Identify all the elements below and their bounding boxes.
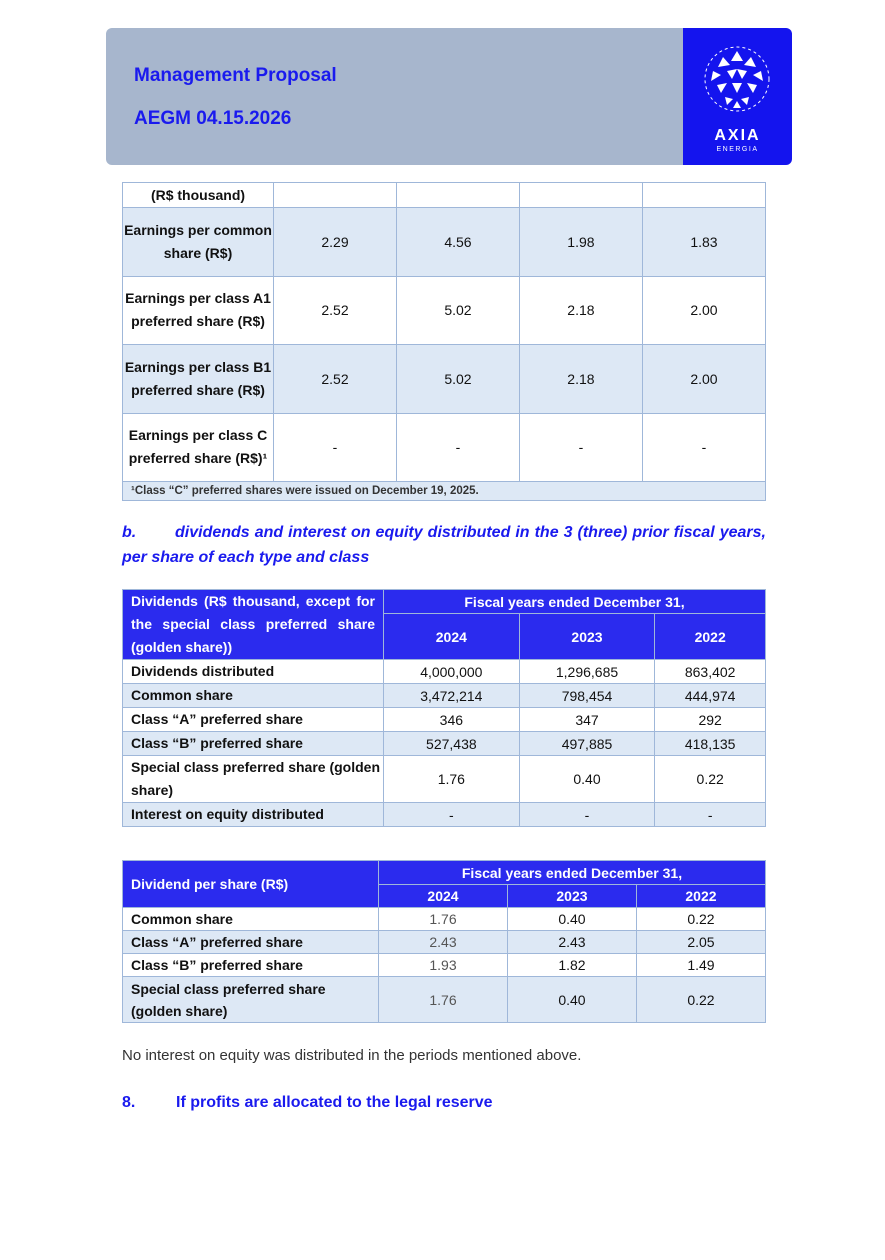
section-text: dividends and interest on equity distributed in the 3 (three) prior fiscal years, per share of each type and class [122, 524, 766, 566]
cell: 1.83 [642, 208, 765, 277]
year-header: 2022 [655, 614, 766, 660]
globe-icon [703, 45, 771, 113]
table-row [123, 708, 766, 732]
cell: 2.00 [642, 345, 765, 414]
table-row [123, 413, 766, 482]
cell: 1.82 [507, 954, 636, 977]
cell: 497,885 [519, 732, 655, 756]
cell: 1.76 [379, 977, 508, 1023]
cell: 527,438 [384, 732, 520, 756]
logo-brand: AXIA [714, 127, 761, 144]
row-label: Earnings per class B1 preferred share (R$) [123, 345, 274, 414]
table-footnote-row [123, 482, 766, 501]
row-label: Class “A” preferred share [123, 931, 379, 954]
cell: 418,135 [655, 732, 766, 756]
cell: - [642, 413, 765, 482]
cell: - [655, 803, 766, 827]
row-label: Class “A” preferred share [123, 708, 384, 732]
cell: 2.52 [274, 276, 397, 345]
row-label: Earnings per class C preferred share (R$)¹ [123, 413, 274, 482]
group-header: Fiscal years ended December 31, [379, 861, 766, 885]
cell: 0.40 [507, 908, 636, 931]
cell: - [396, 413, 519, 482]
cell: 1.49 [636, 954, 765, 977]
cell: 2.43 [379, 931, 508, 954]
row-label: Common share [123, 684, 384, 708]
table-row [123, 908, 766, 931]
cell: 1.98 [519, 208, 642, 277]
cell: 4.56 [396, 208, 519, 277]
row-label: Earnings per common share (R$) [123, 208, 274, 277]
cell: - [519, 413, 642, 482]
section-number: 8. [122, 1094, 136, 1111]
cell: 5.02 [396, 276, 519, 345]
earnings-per-share-table [122, 182, 766, 501]
cell: 5.02 [396, 345, 519, 414]
cell: 0.22 [636, 977, 765, 1023]
cell: 1.93 [379, 954, 508, 977]
year-header: 2022 [636, 885, 765, 908]
row-label: Interest on equity distributed [123, 803, 384, 827]
cell: 1.76 [379, 908, 508, 931]
year-header: 2024 [379, 885, 508, 908]
row-label: Special class preferred share (golden share) [123, 977, 379, 1023]
year-header: 2023 [519, 614, 655, 660]
cell: 2.43 [507, 931, 636, 954]
table-row [123, 276, 766, 345]
year-header: 2024 [384, 614, 520, 660]
section-8-heading [122, 1094, 493, 1112]
cell: 347 [519, 708, 655, 732]
table-row [123, 931, 766, 954]
row-label: (R$ thousand) [123, 183, 274, 208]
cell: 2.18 [519, 345, 642, 414]
dividends-table [122, 589, 766, 827]
table-row [123, 977, 766, 1023]
group-header: Fiscal years ended December 31, [384, 590, 766, 614]
cell: 0.40 [519, 756, 655, 803]
table-header-row [123, 861, 766, 885]
document-title: Management Proposal [134, 65, 337, 86]
cell: 2.00 [642, 276, 765, 345]
document-subtitle: AEGM 04.15.2026 [134, 108, 292, 129]
table-row [123, 660, 766, 684]
row-label: Common share [123, 908, 379, 931]
table-row [123, 345, 766, 414]
year-header: 2023 [507, 885, 636, 908]
table-header-row [123, 590, 766, 614]
column-header-label: Dividend per share (R$) [123, 861, 379, 908]
cell: 798,454 [519, 684, 655, 708]
dividend-per-share-table [122, 860, 766, 1023]
cell: 0.40 [507, 977, 636, 1023]
cell: 346 [384, 708, 520, 732]
note-text: No interest on equity was distributed in the periods mentioned above. [122, 1047, 582, 1064]
cell: 444,974 [655, 684, 766, 708]
cell: 4,000,000 [384, 660, 520, 684]
cell: 863,402 [655, 660, 766, 684]
company-logo [683, 28, 792, 165]
row-label: Special class preferred share (golden share) [123, 756, 384, 803]
cell: 2.29 [274, 208, 397, 277]
section-text: If profits are allocated to the legal reserve [176, 1094, 493, 1111]
cell: 2.05 [636, 931, 765, 954]
table-row [123, 208, 766, 277]
row-label: Dividends distributed [123, 660, 384, 684]
table-row [123, 954, 766, 977]
table-row [123, 183, 766, 208]
table-row [123, 684, 766, 708]
cell: 0.22 [655, 756, 766, 803]
cell: 292 [655, 708, 766, 732]
cell: 1,296,685 [519, 660, 655, 684]
row-label: Earnings per class A1 preferred share (R$) [123, 276, 274, 345]
cell: 1.76 [384, 756, 520, 803]
table-row [123, 756, 766, 803]
cell: 2.52 [274, 345, 397, 414]
logo-subbrand: ENERGIA [716, 146, 759, 153]
table-row [123, 732, 766, 756]
table-row [123, 803, 766, 827]
cell: - [384, 803, 520, 827]
row-label: Class “B” preferred share [123, 954, 379, 977]
cell: 0.22 [636, 908, 765, 931]
column-header-label: Dividends (R$ thousand, except for the special class preferred share (golden share)) [123, 590, 384, 660]
cell: 3,472,214 [384, 684, 520, 708]
section-b-heading [122, 520, 766, 570]
row-label: Class “B” preferred share [123, 732, 384, 756]
table-footnote: ¹Class “C” preferred shares were issued on December 19, 2025. [123, 482, 766, 501]
cell: - [274, 413, 397, 482]
page-header [106, 28, 683, 165]
section-letter: b. [122, 524, 137, 541]
cell: - [519, 803, 655, 827]
cell: 2.18 [519, 276, 642, 345]
